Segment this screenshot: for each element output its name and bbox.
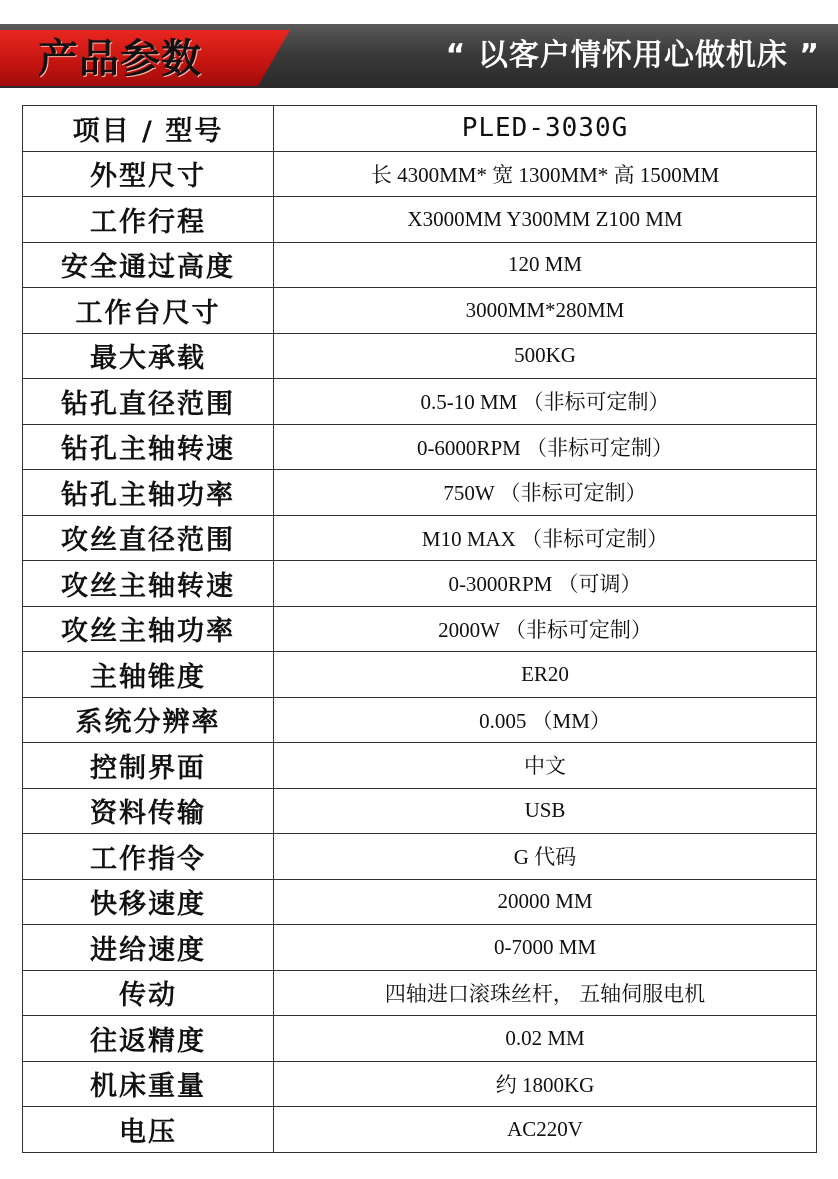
spec-label: 主轴锥度 — [23, 652, 274, 698]
table-row — [23, 606, 817, 652]
spec-label: 进给速度 — [23, 925, 274, 971]
spec-label: 最大承载 — [23, 333, 274, 379]
spec-value: 0-3000RPM （可调） — [274, 561, 817, 607]
table-row — [23, 515, 817, 561]
header-banner — [0, 0, 838, 90]
spec-value: 中文 — [274, 743, 817, 789]
spec-label: 机床重量 — [23, 1061, 274, 1107]
slogan: “ 以客户情怀用心做机床 ” — [445, 38, 820, 73]
spec-label: 工作指令 — [23, 834, 274, 880]
spec-label: 快移速度 — [23, 879, 274, 925]
table-row — [23, 379, 817, 425]
spec-label: 资料传输 — [23, 788, 274, 834]
spec-value: 0-7000 MM — [274, 925, 817, 971]
spec-value: 四轴进口滚珠丝杆， 五轴伺服电机 — [274, 970, 817, 1016]
table-row — [23, 652, 817, 698]
table-row — [23, 151, 817, 197]
spec-value: 2000W （非标可定制） — [274, 606, 817, 652]
table-row — [23, 834, 817, 880]
table-row — [23, 561, 817, 607]
spec-value: 120 MM — [274, 242, 817, 288]
spec-label: 攻丝主轴功率 — [23, 606, 274, 652]
spec-value: 3000MM*280MM — [274, 288, 817, 334]
spec-value: 0.5-10 MM （非标可定制） — [274, 379, 817, 425]
spec-value: AC220V — [274, 1107, 817, 1153]
spec-label: 传动 — [23, 970, 274, 1016]
spec-label: 钻孔直径范围 — [23, 379, 274, 425]
table-row — [23, 470, 817, 516]
spec-label: 钻孔主轴转速 — [23, 424, 274, 470]
spec-value: 750W （非标可定制） — [274, 470, 817, 516]
spec-label: 工作行程 — [23, 197, 274, 243]
spec-label: 攻丝直径范围 — [23, 515, 274, 561]
spec-value: 0.02 MM — [274, 1016, 817, 1062]
spec-label: 钻孔主轴功率 — [23, 470, 274, 516]
spec-value: G 代码 — [274, 834, 817, 880]
spec-value: M10 MAX （非标可定制） — [274, 515, 817, 561]
spec-value: 0-6000RPM （非标可定制） — [274, 424, 817, 470]
spec-value: USB — [274, 788, 817, 834]
model-value: PLED-3030G — [274, 106, 817, 152]
spec-label: 往返精度 — [23, 1016, 274, 1062]
spec-value: 20000 MM — [274, 879, 817, 925]
spec-value: X3000MM Y300MM Z100 MM — [274, 197, 817, 243]
spec-value: 0.005 （MM） — [274, 697, 817, 743]
spec-label: 外型尺寸 — [23, 151, 274, 197]
table-row — [23, 333, 817, 379]
table-row — [23, 242, 817, 288]
spec-table-body — [23, 106, 817, 1153]
table-row — [23, 743, 817, 789]
spec-label: 控制界面 — [23, 743, 274, 789]
spec-label: 工作台尺寸 — [23, 288, 274, 334]
page-title: 产品参数 — [38, 36, 202, 82]
spec-value: 500KG — [274, 333, 817, 379]
table-row — [23, 288, 817, 334]
spec-value: 约 1800KG — [274, 1061, 817, 1107]
table-row — [23, 106, 817, 152]
spec-value: ER20 — [274, 652, 817, 698]
spec-label: 系统分辨率 — [23, 697, 274, 743]
table-row — [23, 788, 817, 834]
spec-table — [22, 105, 817, 1153]
table-row — [23, 1107, 817, 1153]
table-row — [23, 879, 817, 925]
spec-label: 安全通过高度 — [23, 242, 274, 288]
table-row — [23, 424, 817, 470]
table-row — [23, 970, 817, 1016]
spec-value: 长 4300MM* 宽 1300MM* 高 1500MM — [274, 151, 817, 197]
spec-label: 项目 / 型号 — [23, 106, 274, 152]
table-row — [23, 697, 817, 743]
spec-label: 攻丝主轴转速 — [23, 561, 274, 607]
table-row — [23, 197, 817, 243]
table-row — [23, 1016, 817, 1062]
table-row — [23, 1061, 817, 1107]
spec-label: 电压 — [23, 1107, 274, 1153]
table-row — [23, 925, 817, 971]
